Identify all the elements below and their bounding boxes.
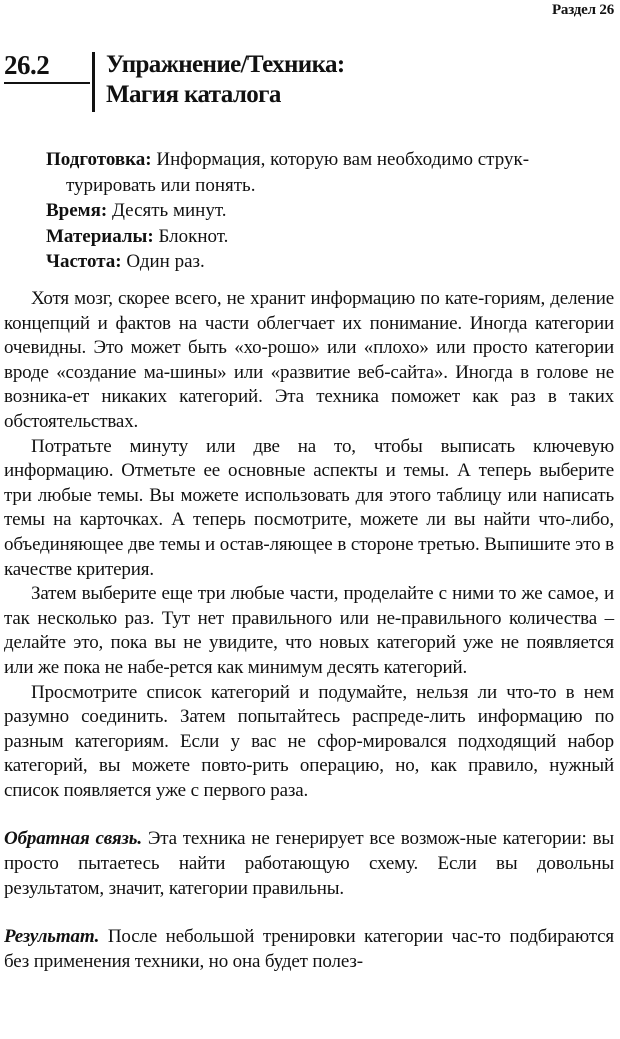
meta-time-label: Время: (46, 200, 108, 221)
meta-frequency-text: Один раз. (126, 251, 205, 272)
feedback-label: Обратная связь. (4, 828, 142, 850)
meta-preparation-label: Подготовка: (46, 149, 152, 170)
heading-title-line-2: Магия каталога (106, 81, 281, 108)
paragraph-4: Просмотрите список категорий и подумайте, нельзя ли что-то в нем разумно соединить. Затем попытайтесь распреде-лить информацию по разным категориям. Если у вас не сфор-мировался подходящий набор категорий, вы можете повто-рить операцию, но, как правило, нужный список появляется уже с первого раза. (4, 681, 614, 801)
heading-title (106, 50, 345, 110)
meta-materials-label: Материалы: (46, 225, 154, 247)
paragraph-3: Затем выберите еще три любые части, проделайте с ними то же самое, и так несколько раз. Тут нет правильного или не-правильного количества – делайте это, пока вы не увидите, что новых категорий уже не появляется или же пока не набе-рется как минимум десять категорий. (4, 583, 614, 678)
paragraph-1: Хотя мозг, скорее всего, не хранит информацию по кате-гориям, деление концепций и фактов на части облегчает их понимание. Иногда категории очевидны. Это может быть «хо-рошо» или «плохо» или просто категории вроде «создание ма-шины» или «развитие веб-сайта». Иногда в голове не возника-ет никаких категорий. Эта техника поможет как раз в таких обстоятельствах. (4, 288, 614, 432)
feedback-text: Эта техника не генерирует все возмож-ные категории: вы просто пытаетесь найти работающую схему. Если вы довольны результатом, значит, категории правильны. (4, 828, 615, 899)
body-text (4, 287, 614, 974)
meta-preparation-text-1: Информация, которую вам необходимо струк- (156, 149, 530, 170)
paragraph-feedback (4, 827, 614, 901)
meta-preparation-cont: турировать или понять. (66, 174, 256, 196)
meta-time (46, 198, 612, 224)
result-label: Результат. (4, 926, 100, 948)
meta-time-text: Десять минут. (111, 200, 227, 221)
heading-underline (4, 82, 90, 84)
exercise-heading (4, 50, 604, 114)
result-text: После небольшой тренировки категории час-то подбираются без применения техники, но она будет полез- (4, 926, 614, 972)
heading-title-line-1: Упражнение/Техника: (106, 51, 345, 78)
section-label: Раздел 26 (551, 2, 614, 18)
paragraph-result (4, 925, 614, 974)
meta-materials (46, 224, 612, 250)
heading-divider-bar (92, 52, 95, 112)
meta-frequency-label: Частота: (46, 251, 122, 272)
heading-number: 26.2 (4, 50, 50, 80)
paragraph-2: Потратьте минуту или две на то, чтобы выписать ключевую информацию. Отметьте ее основные аспекты и темы. А теперь выберите три любые темы. Вы можете использовать для этого таблицу или написать темы на карточках. А теперь посмотрите, можете ли вы найти что-либо, объединяющее две темы и остав-ляющее в стороне третью. Выпишите это в качестве критерия. (4, 435, 614, 580)
meta-preparation (46, 147, 612, 173)
meta-materials-text: Блокнот. (158, 225, 229, 247)
exercise-meta (46, 147, 612, 275)
meta-frequency (46, 249, 612, 275)
